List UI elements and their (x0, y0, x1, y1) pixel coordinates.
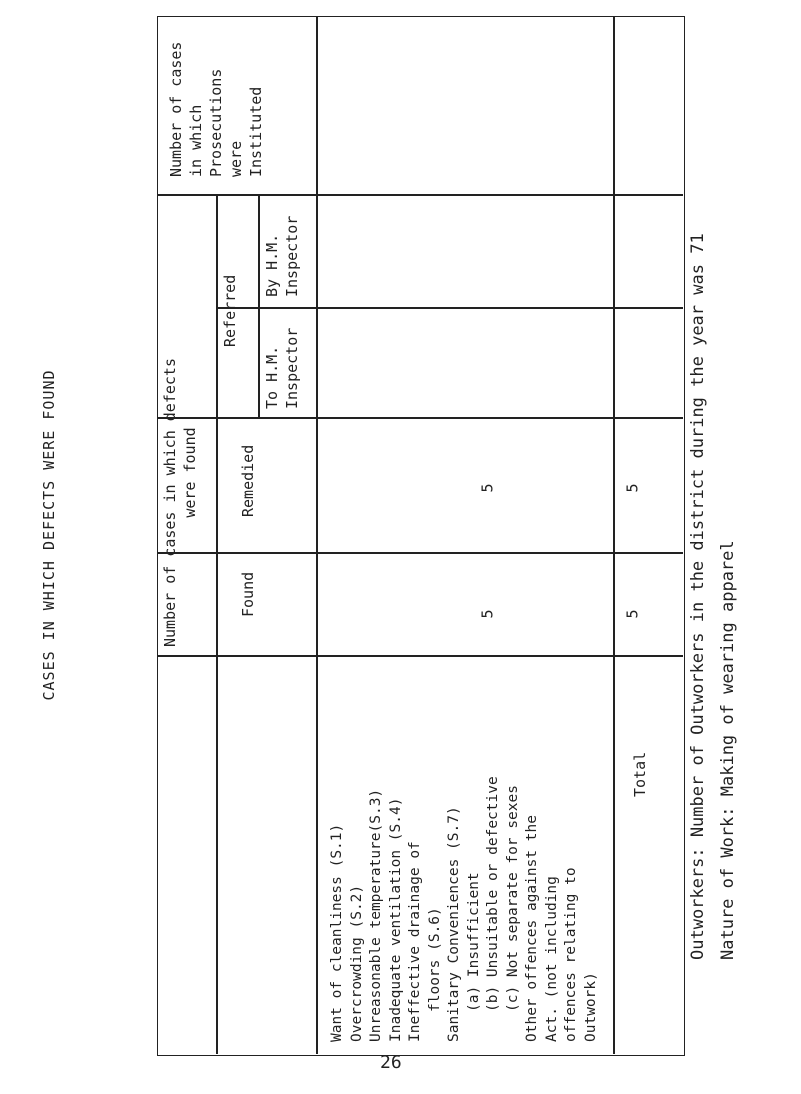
list-item: Sanitary Conveniences (S.7) (446, 806, 462, 1042)
list-item: Other offences against the (524, 815, 540, 1042)
list-item: Want of cleanliness (S.1) (329, 823, 345, 1042)
particulars-list (328, 776, 601, 1042)
list-item: offences relating to (563, 867, 579, 1042)
total-remedied-value: 5 (623, 483, 642, 493)
remedied-value: 5 (478, 483, 497, 493)
defects-group-header: Number of cases in which defects were found (161, 358, 199, 647)
remedied-header: Remedied (239, 444, 257, 517)
list-item: (c) Not separate for sexes (504, 785, 521, 1012)
prosecutions-header: Number of cases in which Prosecutions were Instituted (167, 41, 265, 177)
list-item: floors (S.6) (426, 907, 443, 1012)
by-hm-inspector-header: By H.M. Inspector (263, 215, 301, 297)
defects-table (157, 16, 685, 1056)
list-item: Inadequate ventilation (S.4) (387, 797, 404, 1042)
total-found-value: 5 (623, 609, 642, 619)
list-item: Outwork) (582, 972, 599, 1042)
page-heading: CASES IN WHICH DEFECTS WERE FOUND (40, 369, 58, 701)
list-item: (a) Insufficient (465, 872, 482, 1012)
outworker-note: Outworkers: Number of Outworkers in the district during the year was 71 Nature of Work: Making of wearing apparel (688, 233, 738, 960)
found-header: Found (239, 571, 257, 617)
to-hm-inspector-header: To H.M. Inspector (263, 327, 301, 409)
list-item: Overcrowding (S.2) (348, 884, 365, 1042)
found-value: 5 (478, 609, 497, 619)
page-number: 26 (380, 1052, 402, 1073)
list-item: (b) Unsuitable or defective (485, 776, 501, 1012)
list-item: Unreasonable temperature(S.3) (368, 788, 384, 1042)
list-item: Ineffective drainage of (407, 841, 423, 1042)
referred-header: Referred (221, 274, 239, 347)
total-label: Total (631, 751, 649, 797)
list-item: Act. (not including (543, 876, 560, 1042)
